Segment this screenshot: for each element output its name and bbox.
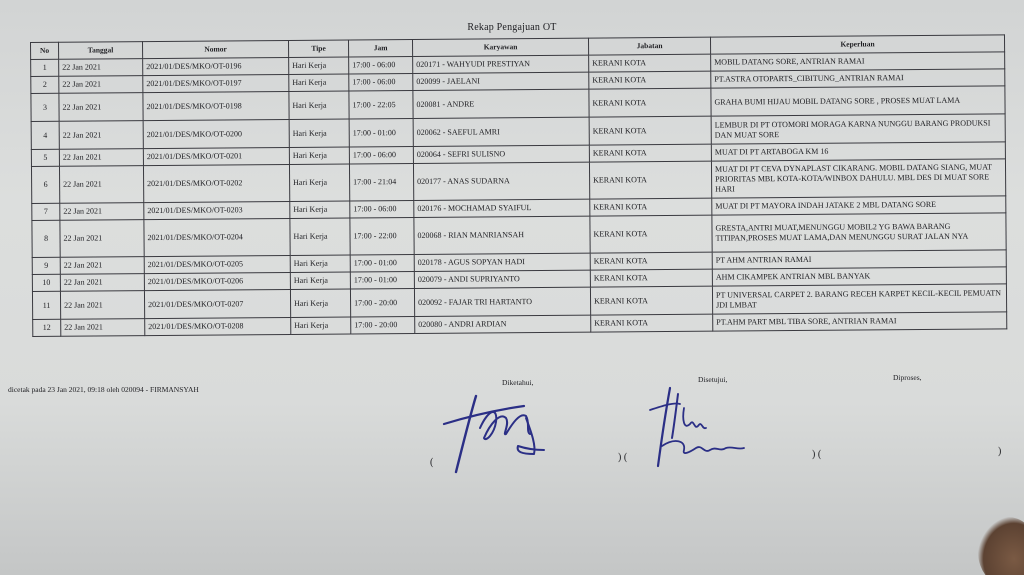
- cell-karyawan: 020068 - RIAN MANRIANSAH: [414, 216, 590, 254]
- sign-paren-open: (: [430, 457, 434, 468]
- cell-jabatan: KERANI KOTA: [590, 252, 712, 270]
- cell-jam: 17:00 - 21:04: [349, 163, 413, 201]
- cell-jabatan: KERANI KOTA: [590, 286, 712, 315]
- cell-jabatan: KERANI KOTA: [589, 88, 711, 117]
- cell-keperluan: GRESTA,ANTRI MUAT,MENUNGGU MOBIL2 YG BAWA BARANG TITIPAN,PROSES MUAT LAMA,DAN MENUNGGU SURAT JALAN NYA: [712, 213, 1006, 252]
- cell-nomor: 2021/01/DES/MKO/OT-0206: [144, 272, 290, 290]
- cell-tanggal: 22 Jan 2021: [60, 291, 144, 320]
- cell-tipe: Hari Kerja: [289, 91, 349, 119]
- cell-nomor: 2021/01/DES/MKO/OT-0200: [143, 119, 289, 148]
- cell-jabatan: KERANI KOTA: [591, 314, 713, 332]
- signature-diketahui: [440, 388, 560, 478]
- cell-keperluan: PT.AHM PART MBL TIBA SORE, ANTRIAN RAMAI: [713, 312, 1007, 331]
- cell-nomor: 2021/01/DES/MKO/OT-0208: [145, 317, 291, 335]
- cell-nomor: 2021/01/DES/MKO/OT-0196: [143, 57, 289, 75]
- cell-nomor: 2021/01/DES/MKO/OT-0197: [143, 74, 289, 92]
- col-header-jam: Jam: [348, 39, 412, 57]
- cell-no: 3: [31, 93, 59, 121]
- label-disetujui: Disetujui,: [698, 375, 728, 384]
- col-header-keperluan: Keperluan: [710, 35, 1004, 54]
- cell-tanggal: 22 Jan 2021: [59, 121, 143, 150]
- cell-jabatan: KERANI KOTA: [589, 71, 711, 89]
- cell-tanggal: 22 Jan 2021: [60, 257, 144, 275]
- cell-jam: 17:00 - 01:00: [349, 118, 413, 147]
- cell-nomor: 2021/01/DES/MKO/OT-0204: [144, 218, 290, 256]
- col-header-jabatan: Jabatan: [588, 37, 710, 55]
- cell-tanggal: 22 Jan 2021: [59, 149, 143, 167]
- cell-karyawan: 020099 - JAELANI: [413, 72, 589, 90]
- cell-karyawan: 020176 - MOCHAMAD SYAIFUL: [414, 199, 590, 217]
- cell-no: 7: [32, 203, 60, 220]
- printed-info: dicetak pada 23 Jan 2021, 09:18 oleh 020094 - FIRMANSYAH: [8, 385, 199, 394]
- thumb-shadow: [978, 517, 1024, 575]
- sign-paren-mid-1: ) (: [618, 452, 628, 463]
- cell-keperluan: GRAHA BUMI HIJAU MOBIL DATANG SORE , PROSES MUAT LAMA: [711, 86, 1005, 116]
- col-header-tanggal: Tanggal: [59, 42, 143, 60]
- cell-jam: 17:00 - 06:00: [349, 73, 413, 91]
- cell-karyawan: 020171 - WAHYUDI PRESTIYAN: [413, 55, 589, 73]
- cell-karyawan: 020092 - FAJAR TRI HARTANTO: [414, 287, 590, 316]
- cell-jam: 17:00 - 06:00: [350, 200, 414, 218]
- cell-keperluan: AHM CIKAMPEK ANTRIAN MBL BANYAK: [712, 267, 1006, 286]
- cell-jabatan: KERANI KOTA: [589, 116, 711, 145]
- cell-tipe: Hari Kerja: [291, 317, 351, 334]
- cell-tipe: Hari Kerja: [289, 57, 349, 74]
- cell-jam: 17:00 - 20:00: [350, 288, 414, 317]
- sign-paren-mid-2: ) (: [812, 449, 822, 460]
- cell-nomor: 2021/01/DES/MKO/OT-0202: [143, 164, 289, 202]
- cell-jam: 17:00 - 01:00: [350, 254, 414, 272]
- cell-keperluan: LEMBUR DI PT OTOMORI MORAGA KARNA NUNGGU BARANG PRODUKSI DAN MUAT SORE: [711, 114, 1005, 144]
- cell-tipe: Hari Kerja: [289, 147, 349, 164]
- cell-keperluan: PT UNIVERSAL CARPET 2. BARANG RECEH KARPET KECIL-KECIL PEMUATN JDI LMBAT: [712, 284, 1006, 314]
- col-header-karyawan: Karyawan: [412, 38, 588, 56]
- cell-jam: 17:00 - 01:00: [350, 271, 414, 289]
- cell-karyawan: 020177 - ANAS SUDARNA: [413, 162, 589, 200]
- cell-jabatan: KERANI KOTA: [589, 144, 711, 162]
- cell-jabatan: KERANI KOTA: [590, 269, 712, 287]
- cell-tipe: Hari Kerja: [290, 201, 350, 218]
- cell-keperluan: MOBIL DATANG SORE, ANTRIAN RAMAI: [711, 52, 1005, 71]
- cell-keperluan: PT AHM ANTRIAN RAMAI: [712, 250, 1006, 269]
- cell-tanggal: 22 Jan 2021: [61, 319, 145, 337]
- cell-jabatan: KERANI KOTA: [590, 215, 712, 253]
- cell-jabatan: KERANI KOTA: [590, 198, 712, 216]
- cell-tanggal: 22 Jan 2021: [59, 166, 143, 204]
- label-diketahui: Diketahui,: [502, 378, 534, 387]
- cell-no: 9: [32, 257, 60, 274]
- label-diproses: Diproses,: [893, 373, 922, 382]
- cell-nomor: 2021/01/DES/MKO/OT-0207: [144, 289, 290, 318]
- cell-tipe: Hari Kerja: [289, 74, 349, 91]
- cell-keperluan: MUAT DI PT ARTABOGA KM 16: [711, 142, 1005, 161]
- cell-jam: 17:00 - 06:00: [349, 146, 413, 164]
- signature-disetujui: [640, 380, 750, 475]
- cell-tanggal: 22 Jan 2021: [60, 220, 144, 258]
- cell-tanggal: 22 Jan 2021: [59, 93, 143, 122]
- cell-tipe: Hari Kerja: [290, 272, 350, 289]
- cell-karyawan: 020178 - AGUS SOPYAN HADI: [414, 253, 590, 271]
- cell-tanggal: 22 Jan 2021: [60, 274, 144, 292]
- cell-tipe: Hari Kerja: [290, 255, 350, 272]
- cell-no: 5: [31, 149, 59, 166]
- cell-no: 1: [31, 59, 59, 76]
- cell-keperluan: MUAT DI PT CEVA DYNAPLAST CIKARANG. MOBIL DATANG SIANG, MUAT PRIORITAS MBL KOTA-KOTA/WINBOX DAHULU. MBL DES DI MUAT SORE HARI: [711, 159, 1005, 198]
- cell-no: 12: [33, 319, 61, 336]
- cell-jabatan: KERANI KOTA: [589, 161, 711, 199]
- cell-jabatan: KERANI KOTA: [589, 54, 711, 72]
- cell-jam: 17:00 - 20:00: [351, 316, 415, 334]
- cell-tipe: Hari Kerja: [290, 218, 350, 255]
- col-header-tipe: Tipe: [288, 40, 348, 57]
- cell-jam: 17:00 - 22:05: [349, 90, 413, 119]
- cell-nomor: 2021/01/DES/MKO/OT-0201: [143, 147, 289, 165]
- sign-paren-close: ): [998, 446, 1002, 457]
- cell-karyawan: 020064 - SEFRI SULISNO: [413, 145, 589, 163]
- cell-tipe: Hari Kerja: [290, 289, 350, 317]
- cell-karyawan: 020080 - ANDRI ARDIAN: [415, 315, 591, 333]
- cell-jam: 17:00 - 22:00: [350, 217, 414, 255]
- cell-no: 4: [31, 121, 59, 149]
- cell-keperluan: MUAT DI PT MAYORA INDAH JATAKE 2 MBL DATANG SORE: [712, 196, 1006, 215]
- col-header-no: No: [31, 42, 59, 59]
- cell-tanggal: 22 Jan 2021: [59, 76, 143, 94]
- cell-keperluan: PT.ASTRA OTOPARTS_CIBITUNG_ANTRIAN RAMAI: [711, 69, 1005, 88]
- cell-no: 11: [32, 291, 60, 319]
- overtime-table: [30, 34, 1007, 337]
- cell-no: 8: [32, 220, 60, 257]
- cell-karyawan: 020081 - ANDRE: [413, 89, 589, 118]
- cell-karyawan: 020062 - SAEFUL AMRI: [413, 117, 589, 146]
- cell-nomor: 2021/01/DES/MKO/OT-0205: [144, 255, 290, 273]
- document-title: Rekap Pengajuan OT: [467, 22, 557, 33]
- cell-tanggal: 22 Jan 2021: [59, 59, 143, 77]
- cell-nomor: 2021/01/DES/MKO/OT-0203: [144, 201, 290, 219]
- cell-no: 2: [31, 76, 59, 93]
- cell-jam: 17:00 - 06:00: [349, 56, 413, 74]
- cell-karyawan: 020079 - ANDI SUPRIYANTO: [414, 270, 590, 288]
- cell-tipe: Hari Kerja: [289, 164, 349, 201]
- cell-tanggal: 22 Jan 2021: [60, 203, 144, 221]
- col-header-nomor: Nomor: [143, 40, 289, 58]
- cell-no: 6: [31, 166, 59, 203]
- cell-no: 10: [32, 274, 60, 291]
- cell-tipe: Hari Kerja: [289, 119, 349, 147]
- cell-nomor: 2021/01/DES/MKO/OT-0198: [143, 91, 289, 120]
